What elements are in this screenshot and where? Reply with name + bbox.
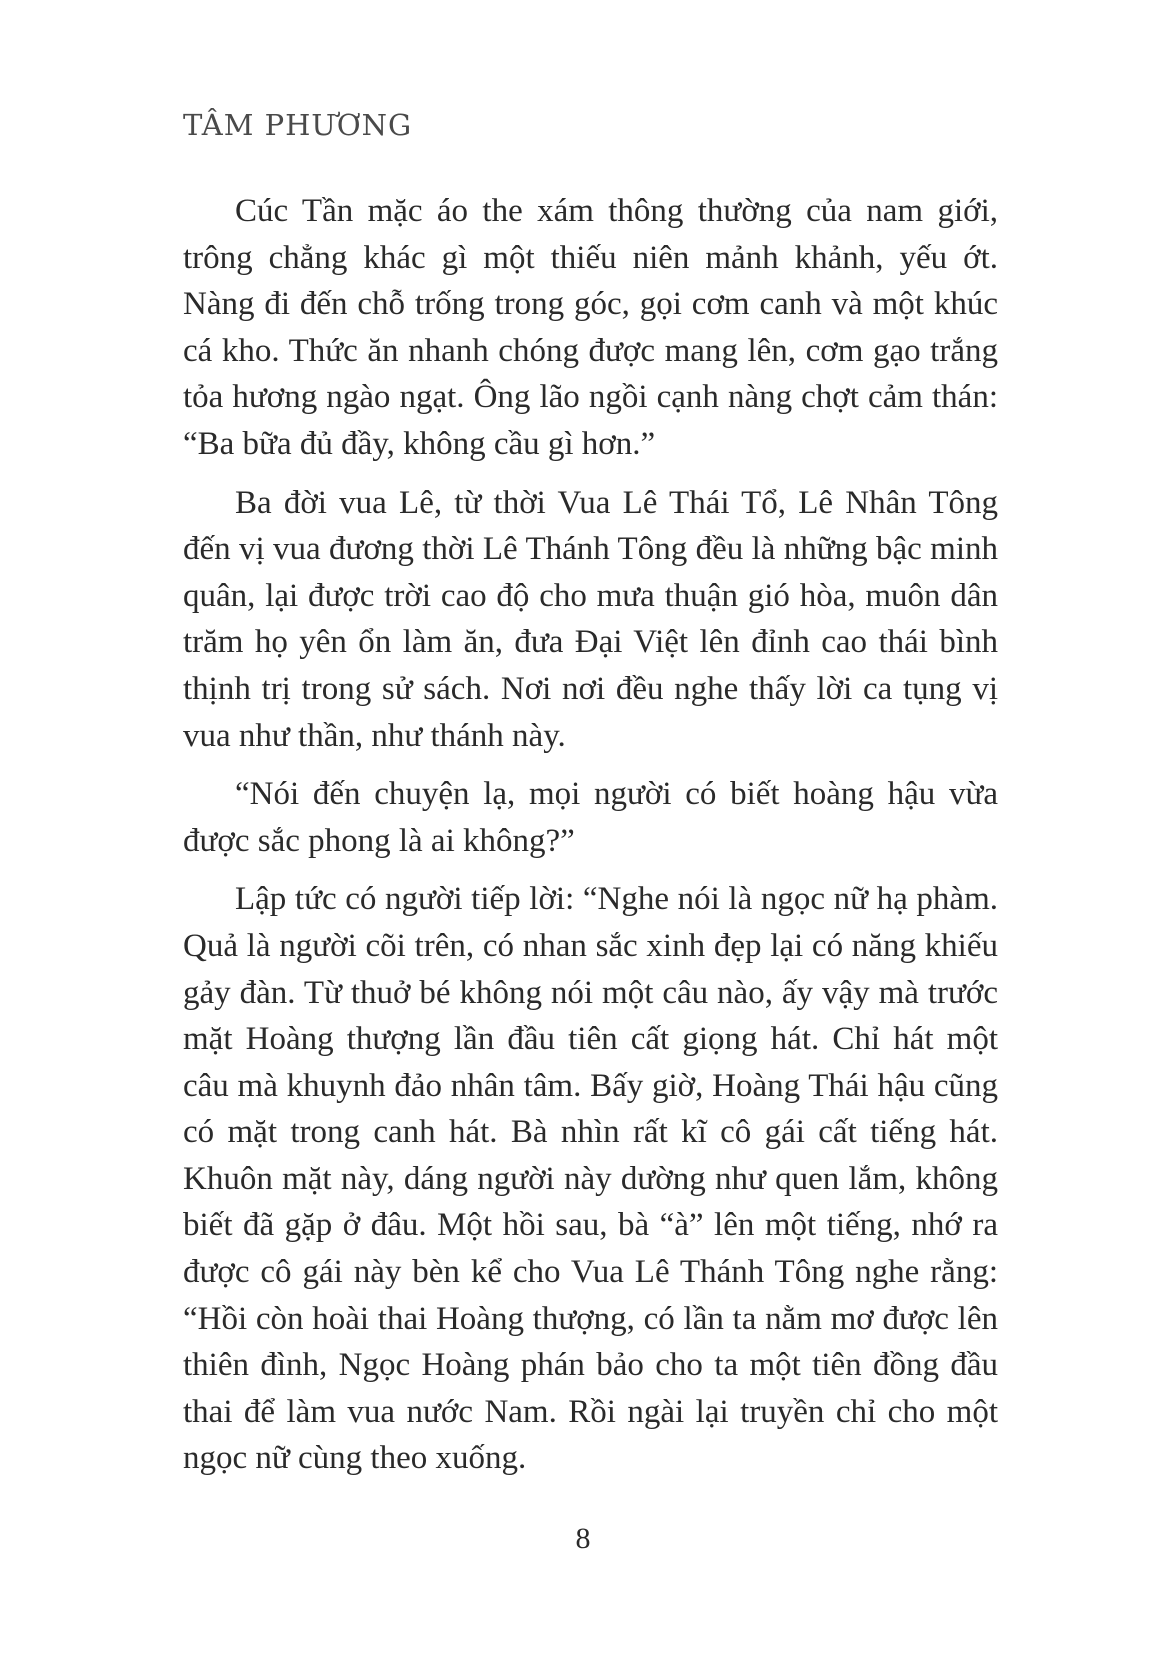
body-text bbox=[183, 188, 998, 1494]
paragraph: Lập tức có người tiếp lời: “Nghe nói là ngọc nữ hạ phàm. Quả là người cõi trên, có nhan sắc xinh đẹp lại có năng khiếu gảy đàn. Từ thuở bé không nói một câu nào, ấy vậy mà trước mặt Hoàng thượng lần đầu tiên cất giọng hát. Chỉ hát một câu mà khuynh đảo nhân tâm. Bấy giờ, Hoàng Thái hậu cũng có mặt trong canh hát. Bà nhìn rất kĩ cô gái cất tiếng hát. Khuôn mặt này, dáng người này dường như quen lắm, không biết đã gặp ở đâu. Một hồi sau, bà “à” lên một tiếng, nhớ ra được cô gái này bèn kể cho Vua Lê Thánh Tông nghe rằng: “Hồi còn hoài thai Hoàng thượng, có lần ta nằm mơ được lên thiên đình, Ngọc Hoàng phán bảo cho ta một tiên đồng đầu thai để làm vua nước Nam. Rồi ngài lại truyền chỉ cho một ngọc nữ cùng theo xuống. bbox=[183, 881, 998, 1477]
page-number: 8 bbox=[575, 1522, 591, 1555]
paragraph: Cúc Tần mặc áo the xám thông thường của nam giới, trông chẳng khác gì một thiếu niên mảnh khảnh, yếu ớt. Nàng đi đến chỗ trống trong góc, gọi cơm canh và một khúc cá kho. Thức ăn nhanh chóng được mang lên, cơm gạo trắng tỏa hương ngào ngạt. Ông lão ngồi cạnh nàng chợt cảm thán: “Ba bữa đủ đầy, không cầu gì hơn.” bbox=[183, 193, 998, 462]
paragraph: Ba đời vua Lê, từ thời Vua Lê Thái Tổ, Lê Nhân Tông đến vị vua đương thời Lê Thánh Tông đều là những bậc minh quân, lại được trời cao độ cho mưa thuận gió hòa, muôn dân trăm họ yên ổn làm ăn, đưa Đại Việt lên đỉnh cao thái bình thịnh trị trong sử sách. Nơi nơi đều nghe thấy lời ca tụng vị vua như thần, như thánh này. bbox=[183, 484, 998, 754]
paragraph: “Nói đến chuyện lạ, mọi người có biết hoàng hậu vừa được sắc phong là ai không?” bbox=[183, 776, 998, 859]
running-header: TÂM PHƯƠNG bbox=[183, 108, 413, 142]
